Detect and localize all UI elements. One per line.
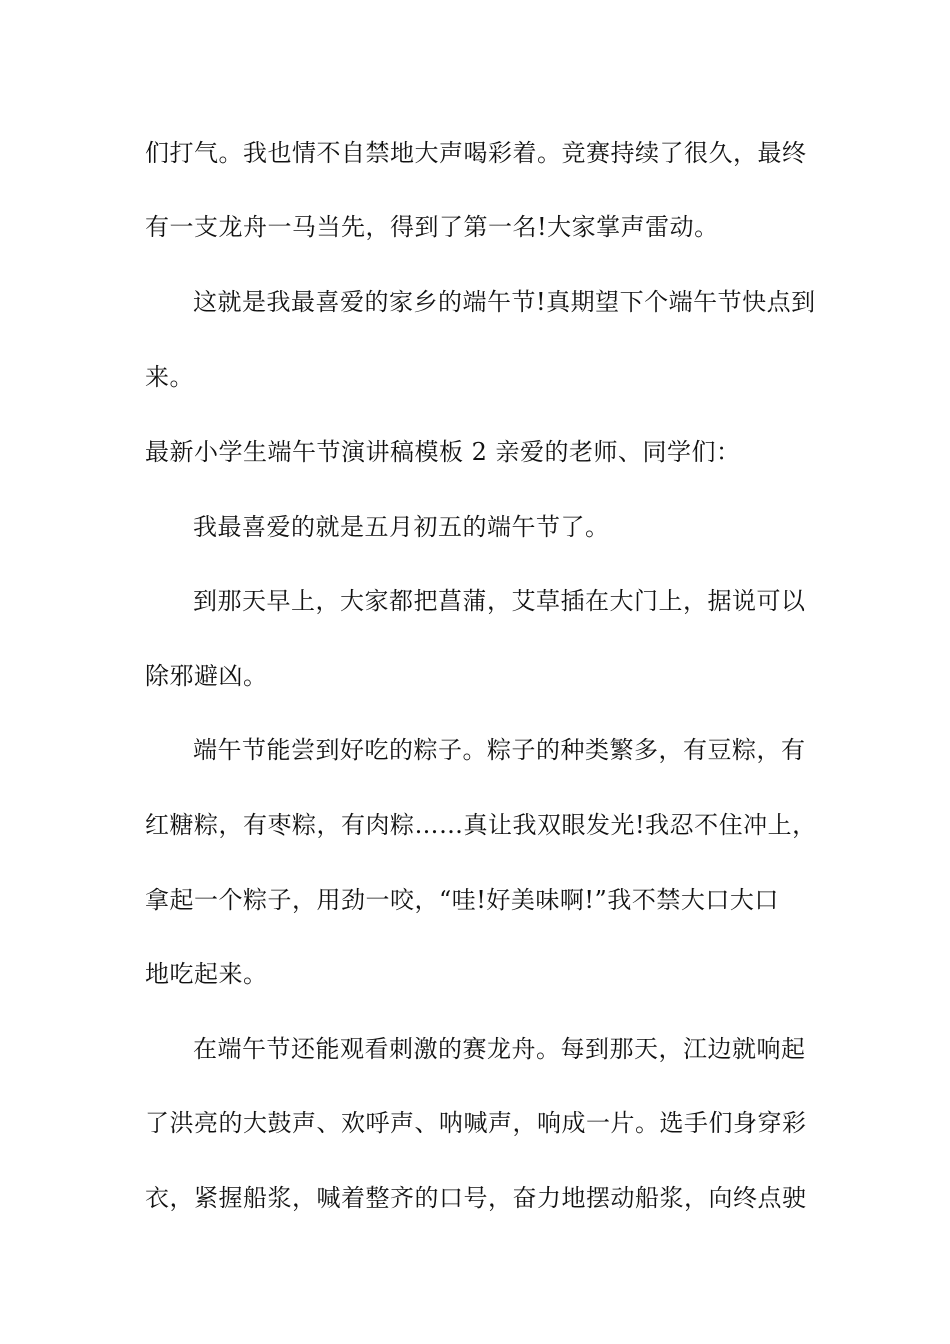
- text-line: 拿起一个粽子，用劲一咬，“哇!好美味啊!”我不禁大口大口: [145, 886, 779, 914]
- paragraph-start: 我最喜爱的就是五月初五的端午节了。: [193, 513, 610, 541]
- text-line: 地吃起来。: [145, 960, 268, 988]
- text-line: 除邪避凶。: [145, 662, 268, 690]
- paragraph-start: 这就是我最喜爱的家乡的端午节!真期望下个端午节快点到: [193, 288, 816, 316]
- text-line: 来。: [145, 363, 194, 391]
- paragraph-start: 端午节能尝到好吃的粽子。粽子的种类繁多，有豆粽，有: [193, 736, 806, 764]
- text-line: 有一支龙舟一马当先，得到了第一名!大家掌声雷动。: [145, 213, 719, 241]
- paragraph-start: 到那天早上，大家都把菖蒲，艾草插在大门上，据说可以: [193, 587, 806, 615]
- text-line: 了洪亮的大鼓声、欢呼声、呐喊声，响成一片。选手们身穿彩: [145, 1109, 807, 1137]
- text-line: 衣，紧握船浆，喊着整齐的口号，奋力地摆动船浆，向终点驶: [145, 1184, 807, 1212]
- text-line: 们打气。我也情不自禁地大声喝彩着。竞赛持续了很久，最终: [145, 139, 807, 167]
- paragraph-start: 在端午节还能观看刺激的赛龙舟。每到那天，江边就响起: [193, 1035, 806, 1063]
- text-line: 红糖粽，有枣粽，有肉粽……真让我双眼发光!我忍不住冲上，: [145, 811, 817, 839]
- section-heading: 最新小学生端午节演讲稿模板 2 亲爱的老师、同学们：: [145, 438, 741, 466]
